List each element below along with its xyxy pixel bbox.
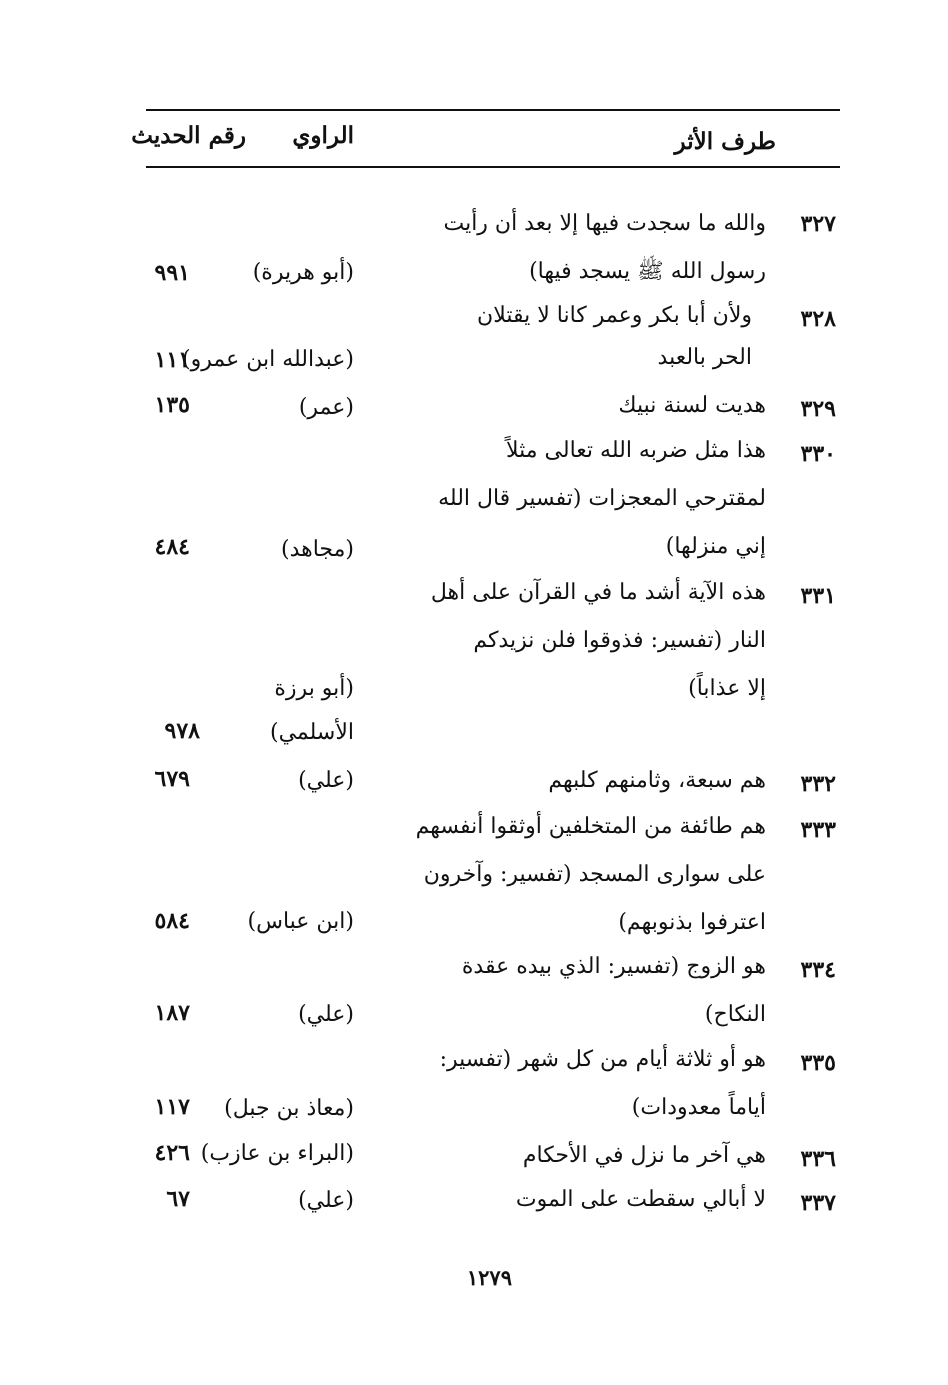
- entry-ref: ٤٢٦: [154, 1140, 190, 1166]
- entry-number: ٣٣٠: [800, 441, 836, 467]
- entry-text-line: هذه الآية أشد ما في القرآن على أهل: [430, 580, 766, 605]
- entry-number: ٣٣١: [800, 583, 836, 609]
- entry-text-line: إلا عذاباً): [688, 676, 766, 701]
- header-athar: طرف الأثر: [674, 128, 776, 155]
- entry-text-line: النكاح): [704, 1002, 766, 1027]
- entry-text-line: هم طائفة من المتخلفين أوثقوا أنفسهم: [415, 814, 766, 839]
- entry-rawi: (عبدالله ابن عمرو): [182, 347, 354, 372]
- entry-text-line: على سوارى المسجد (تفسير: وآخرون: [423, 862, 766, 887]
- entry-rawi: (علي): [298, 1002, 354, 1027]
- header-bottom-rule: [146, 166, 840, 168]
- entry-ref: ٦٧٩: [154, 766, 190, 792]
- entry-rawi: (عمر): [298, 395, 354, 420]
- entry-rawi: (أبو برزة: [274, 676, 354, 701]
- header-top-rule: [146, 109, 840, 111]
- entry-text-line: هم سبعة، وثامنهم كلبهم: [548, 768, 766, 793]
- entry-number: ٣٣٧: [800, 1190, 836, 1216]
- entry-text-line: رسول الله ﷺ يسجد فيها): [529, 259, 766, 284]
- entry-ref: ١١٧: [154, 1094, 190, 1120]
- entry-text-line: النار (تفسير: فذوقوا فلن نزيدكم: [473, 628, 766, 653]
- header-rawi: الراوي: [292, 122, 354, 149]
- entry-number: ٣٣٥: [800, 1050, 836, 1076]
- entry-text-line: الحر بالعبد: [657, 345, 752, 370]
- entry-text-line: هو أو ثلاثة أيام من كل شهر (تفسير:: [439, 1047, 766, 1072]
- entry-ref: ١٣٥: [154, 392, 190, 418]
- entry-text-line: هذا مثل ضربه الله تعالى مثلاً: [506, 438, 766, 463]
- entry-number: ٣٣٤: [800, 957, 836, 983]
- entry-rawi: (مجاهد): [280, 537, 354, 562]
- entry-text-line: لمقترحي المعجزات (تفسير قال الله: [438, 486, 766, 511]
- entry-text-line: إني منزلها): [665, 534, 766, 559]
- entry-number: ٣٣٦: [800, 1146, 836, 1172]
- entry-ref: ٦٧: [166, 1186, 190, 1212]
- entry-rawi: (ابن عباس): [247, 909, 354, 934]
- entry-text-line: هو الزوج (تفسير: الذي بيده عقدة: [461, 954, 766, 979]
- entry-rawi: (علي): [298, 1188, 354, 1213]
- entry-ref: ١١١: [154, 347, 190, 373]
- entry-number: ٣٢٨: [800, 306, 836, 332]
- entry-text-line: هديت لسنة نبيك: [618, 393, 766, 418]
- entry-ref: ٩٧٨: [164, 718, 200, 744]
- entry-ref: ١٨٧: [154, 1000, 190, 1026]
- entry-ref: ٥٨٤: [154, 908, 190, 934]
- entry-ref: ٩٩١: [154, 260, 190, 286]
- entry-number: ٣٣٢: [800, 771, 836, 797]
- entry-text-line: اعترفوا بذنوبهم): [618, 910, 766, 935]
- entry-number: ٣٣٣: [800, 817, 836, 843]
- entry-text-line: أياماً معدودات): [631, 1095, 766, 1120]
- entry-text-line: والله ما سجدت فيها إلا بعد أن رأيت: [443, 211, 766, 236]
- entry-text-line: هي آخر ما نزل في الأحكام: [522, 1143, 766, 1168]
- entry-ref: ٤٨٤: [154, 534, 190, 560]
- entry-rawi: (معاذ بن جبل): [224, 1096, 354, 1121]
- header-raqm: رقم الحديث: [131, 122, 246, 149]
- entry-number: ٣٢٩: [800, 396, 836, 422]
- entry-rawi: الأسلمي): [269, 720, 354, 745]
- entry-text-line: ولأن أبا بكر وعمر كانا لا يقتلان: [477, 303, 752, 328]
- entry-rawi: (البراء بن عازب): [200, 1141, 354, 1166]
- page-number: ١٢٧٩: [466, 1265, 512, 1290]
- entry-rawi: (علي): [298, 768, 354, 793]
- entry-rawi: (أبو هريرة): [252, 260, 354, 285]
- entry-text-line: لا أبالي سقطت على الموت: [515, 1187, 766, 1212]
- entry-number: ٣٢٧: [800, 211, 836, 237]
